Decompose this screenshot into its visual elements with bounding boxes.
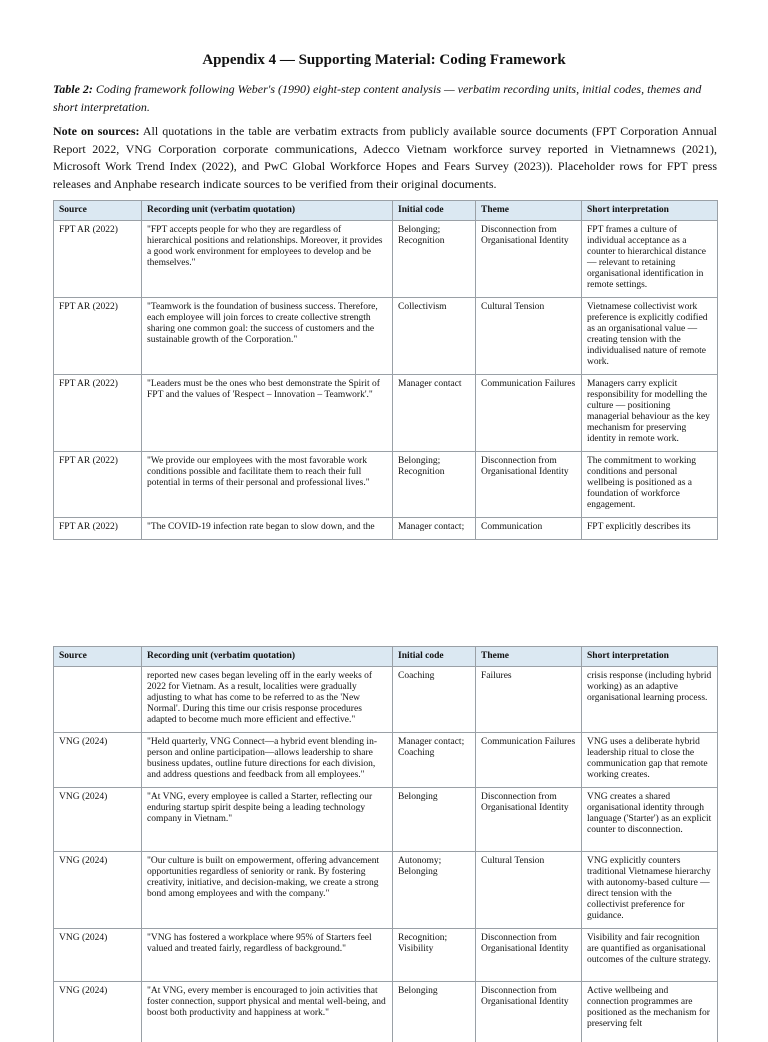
cell-interpretation: FPT frames a culture of individual acceptance as a counter to hierarchical distance — relevant to retaining organisational identification in remote settings.	[582, 221, 718, 298]
page-title: Appendix 4 — Supporting Material: Coding Framework	[202, 52, 566, 68]
cell-source: VNG (2024)	[54, 929, 142, 982]
table-row	[54, 982, 718, 1042]
cell-initial-code: Manager contact	[393, 375, 476, 452]
table-row	[54, 298, 718, 375]
cell-theme: Cultural Tension	[476, 852, 582, 929]
header-interpretation: Short interpretation	[582, 201, 718, 221]
cell-recording-unit: "Held quarterly, VNG Connect—a hybrid event blending in-person and online participation—allows leadership to share business updates, outline future directions for each division, and address questions and feedback from all employees."	[142, 733, 393, 788]
cell-theme: Disconnection from Organisational Identity	[476, 788, 582, 852]
cell-source: VNG (2024)	[54, 788, 142, 852]
cell-source: VNG (2024)	[54, 982, 142, 1042]
note-label: Note on sources:	[53, 124, 140, 138]
cell-theme: Disconnection from Organisational Identity	[476, 982, 582, 1042]
table-caption	[53, 80, 717, 116]
header-theme: Theme	[476, 647, 582, 667]
cell-source: FPT AR (2022)	[54, 452, 142, 518]
cell-theme: Disconnection from Organisational Identity	[476, 929, 582, 982]
coding-table-part-2	[53, 646, 718, 1042]
cell-interpretation: VNG uses a deliberate hybrid leadership ritual to close the communication gap that remote working creates.	[582, 733, 718, 788]
coding-table-part-1	[53, 200, 718, 540]
header-recording-unit: Recording unit (verbatim quotation)	[142, 201, 393, 221]
cell-theme: Disconnection from Organisational Identity	[476, 452, 582, 518]
cell-initial-code: Belonging	[393, 982, 476, 1042]
cell-source	[54, 667, 142, 733]
header-recording-unit: Recording unit (verbatim quotation)	[142, 647, 393, 667]
cell-recording-unit: "Teamwork is the foundation of business success. Therefore, each employee will join forces to create collective strength sharing one common goal: the success of customers and the sustainable growth of the Corporation."	[142, 298, 393, 375]
cell-source: VNG (2024)	[54, 733, 142, 788]
table-row	[54, 667, 718, 733]
table-header-row	[54, 647, 718, 667]
cell-initial-code: Coaching	[393, 667, 476, 733]
cell-source: FPT AR (2022)	[54, 221, 142, 298]
cell-interpretation: Vietnamese collectivist work preference is explicitly codified as an organisational value — creating tension with the individualised nature of remote work.	[582, 298, 718, 375]
cell-recording-unit: "We provide our employees with the most favorable work conditions possible and facilitate them to reach their full potential in terms of their personal and professional lives."	[142, 452, 393, 518]
cell-interpretation: Active wellbeing and connection programmes are positioned as the mechanism for preserving felt	[582, 982, 718, 1042]
cell-theme: Communication Failures	[476, 733, 582, 788]
cell-source: FPT AR (2022)	[54, 518, 142, 540]
table-row	[54, 375, 718, 452]
sources-note	[53, 123, 717, 193]
cell-theme: Failures	[476, 667, 582, 733]
cell-interpretation: The commitment to working conditions and personal wellbeing is positioned as a foundation of workforce engagement.	[582, 452, 718, 518]
cell-interpretation: FPT explicitly describes its	[582, 518, 718, 540]
cell-theme: Communication	[476, 518, 582, 540]
cell-initial-code: Recognition; Visibility	[393, 929, 476, 982]
cell-initial-code: Belonging	[393, 788, 476, 852]
header-initial-code: Initial code	[393, 647, 476, 667]
table-row	[54, 452, 718, 518]
cell-recording-unit: "Leaders must be the ones who best demonstrate the Spirit of FPT and the values of 'Respect – Innovation – Teamwork'."	[142, 375, 393, 452]
cell-initial-code: Manager contact;	[393, 518, 476, 540]
caption-label: Table 2:	[53, 82, 93, 96]
cell-interpretation: Managers carry explicit responsibility for modelling the culture — positioning managerial behaviour as the key mechanism for preserving identity in remote work.	[582, 375, 718, 452]
cell-recording-unit: reported new cases began leveling off in the early weeks of 2022 for Vietnam. As a result, localities were gradually adjusting to what has come to be referred to as the 'New Normal'. During this time our crisis response procedures adapted to become much more efficient and effective."	[142, 667, 393, 733]
cell-initial-code: Manager contact; Coaching	[393, 733, 476, 788]
cell-initial-code: Autonomy; Belonging	[393, 852, 476, 929]
table-row	[54, 852, 718, 929]
cell-interpretation: VNG explicitly counters traditional Vietnamese hierarchy with autonomy-based culture — direct tension with the collectivist preference for guidance.	[582, 852, 718, 929]
table-header-row	[54, 201, 718, 221]
header-interpretation: Short interpretation	[582, 647, 718, 667]
cell-initial-code: Collectivism	[393, 298, 476, 375]
table-row	[54, 221, 718, 298]
cell-theme: Cultural Tension	[476, 298, 582, 375]
cell-recording-unit: "FPT accepts people for who they are regardless of hierarchical positions and relationships. Moreover, it provides a good work environment for employees to develop and be themselves."	[142, 221, 393, 298]
cell-recording-unit: "At VNG, every member is encouraged to join activities that foster connection, support physical and mental well-being, and boost both productivity and happiness at work."	[142, 982, 393, 1042]
cell-source: VNG (2024)	[54, 852, 142, 929]
table-row	[54, 733, 718, 788]
header-source: Source	[54, 201, 142, 221]
caption-text: Coding framework following Weber's (1990) eight-step content analysis — verbatim recording units, initial codes, themes and short interpretation.	[53, 82, 702, 114]
cell-source: FPT AR (2022)	[54, 375, 142, 452]
header-theme: Theme	[476, 201, 582, 221]
cell-interpretation: Visibility and fair recognition are quantified as organisational outcomes of the culture strategy.	[582, 929, 718, 982]
cell-source: FPT AR (2022)	[54, 298, 142, 375]
table-row	[54, 518, 718, 540]
header-source: Source	[54, 647, 142, 667]
cell-theme: Disconnection from Organisational Identity	[476, 221, 582, 298]
cell-interpretation: crisis response (including hybrid working) as an adaptive organisational learning process.	[582, 667, 718, 733]
header-initial-code: Initial code	[393, 201, 476, 221]
note-text: All quotations in the table are verbatim extracts from publicly available source documents (FPT Corporation Annual Report 2022, VNG Corporation corporate communications, Adecco Vietnam workforce survey reported in Vietnamnews (2021), Microsoft Work Trend Index (2022), and PwC Global Workforce Hopes and Fears Survey (2023)). Placeholder rows for FPT press releases and Anphabe research indicate sources to be verified from their original documents.	[53, 124, 717, 191]
cell-initial-code: Belonging; Recognition	[393, 221, 476, 298]
cell-interpretation: VNG creates a shared organisational identity through language ('Starter') as an explicit counter to disconnection.	[582, 788, 718, 852]
cell-recording-unit: "The COVID-19 infection rate began to slow down, and the	[142, 518, 393, 540]
cell-recording-unit: "Our culture is built on empowerment, offering advancement opportunities regardless of seniority or rank. By fostering creativity, initiative, and decision-making, we create a strong bond among employees and with the company."	[142, 852, 393, 929]
cell-theme: Communication Failures	[476, 375, 582, 452]
cell-initial-code: Belonging; Recognition	[393, 452, 476, 518]
cell-recording-unit: "VNG has fostered a workplace where 95% of Starters feel valued and treated fairly, regardless of background."	[142, 929, 393, 982]
cell-recording-unit: "At VNG, every employee is called a Starter, reflecting our enduring startup spirit despite being a leading technology company in Vietnam."	[142, 788, 393, 852]
table-row	[54, 929, 718, 982]
table-row	[54, 788, 718, 852]
